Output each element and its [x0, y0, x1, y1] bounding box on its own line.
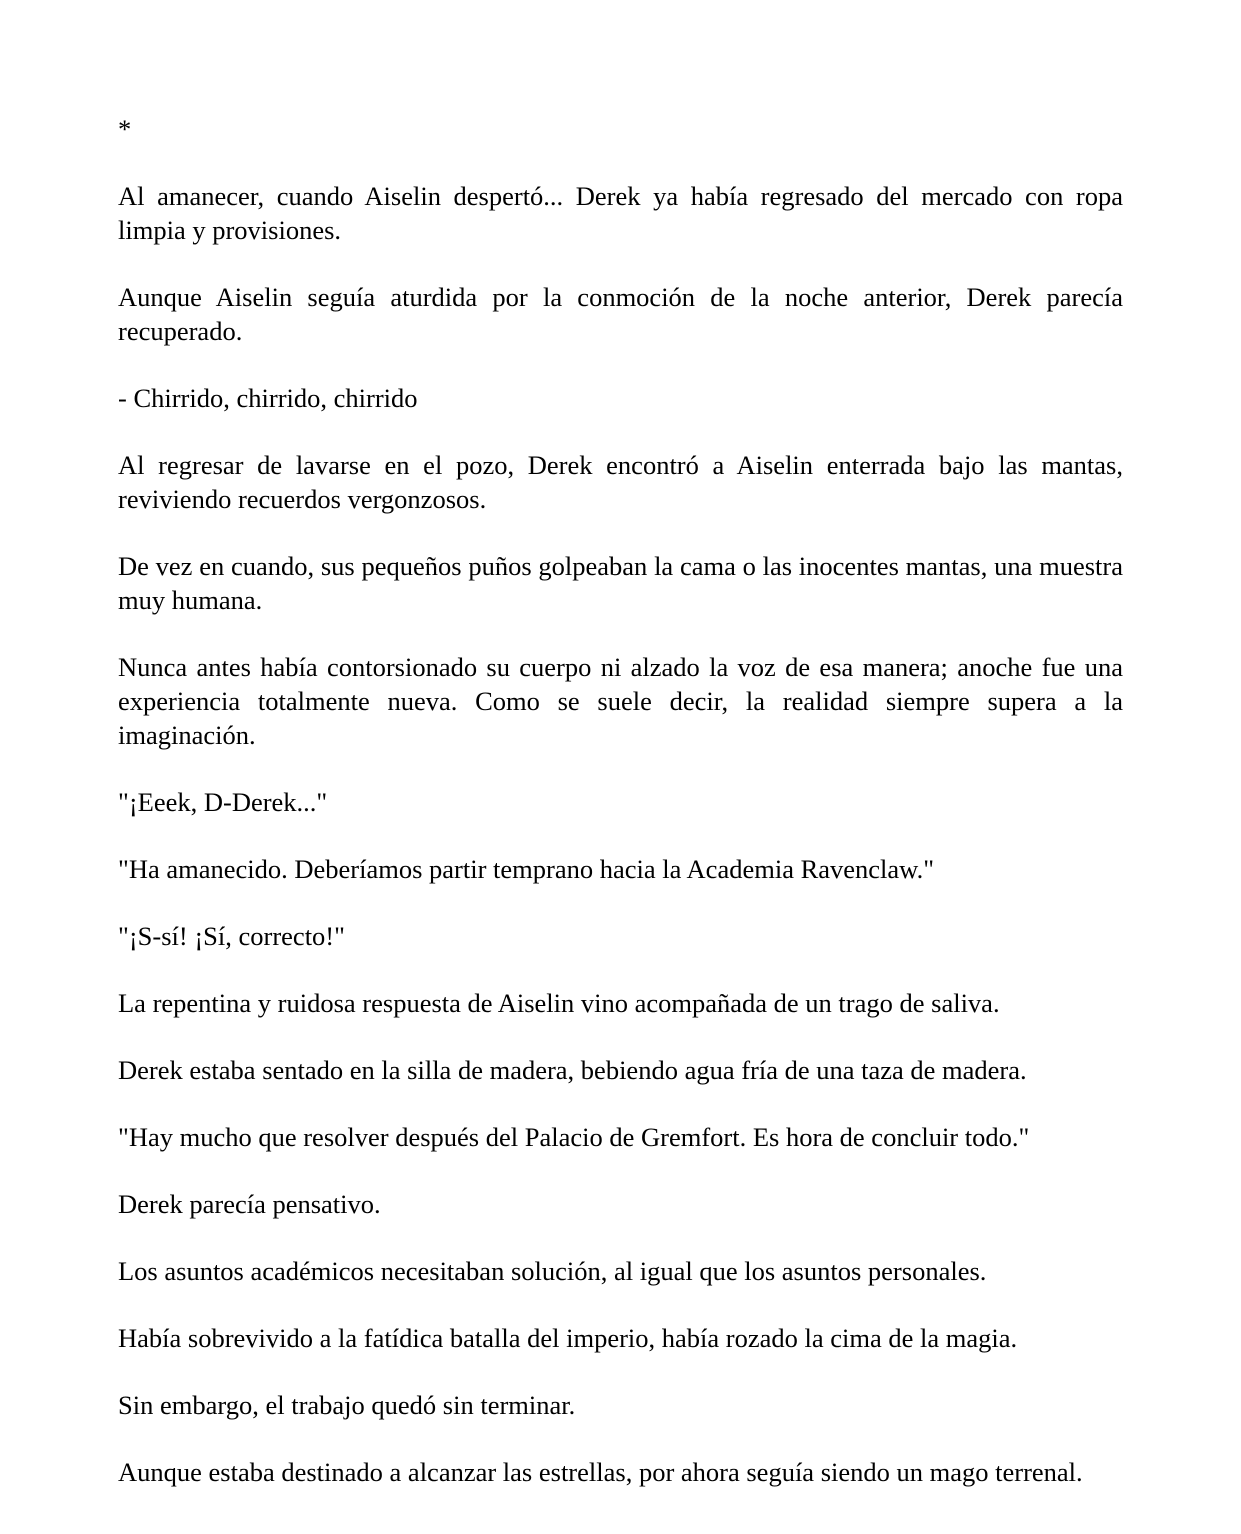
paragraph: "Ha amanecido. Deberíamos partir temprano hacia la Academia Ravenclaw.": [118, 854, 935, 884]
paragraph: "Hay mucho que resolver después del Palacio de Gremfort. Es hora de concluir todo.": [118, 1122, 1030, 1152]
paragraph: "¡S-sí! ¡Sí, correcto!": [118, 921, 345, 951]
paragraph: Derek estaba sentado en la silla de madera, bebiendo agua fría de una taza de madera.: [118, 1055, 1027, 1085]
document-page: [118, 112, 1123, 1522]
paragraph: "¡Eeek, D-Derek...": [118, 787, 328, 817]
paragraph: Nunca antes había contorsionado su cuerpo ni alzado la voz de esa manera; anoche fue una experiencia totalmente nueva. Como se suele decir, la realidad siempre supera a la imaginación.: [118, 652, 1123, 750]
paragraph: Los asuntos académicos necesitaban solución, al igual que los asuntos personales.: [118, 1256, 987, 1286]
paragraph: Al amanecer, cuando Aiselin despertó... Derek ya había regresado del mercado con ropa limpia y provisiones.: [118, 181, 1123, 245]
scene-separator: *: [118, 114, 132, 144]
paragraph: De vez en cuando, sus pequeños puños golpeaban la cama o las inocentes mantas, una muestra muy humana.: [118, 551, 1123, 615]
paragraph: Aunque estaba destinado a alcanzar las estrellas, por ahora seguía siendo un mago terrenal.: [118, 1457, 1083, 1487]
paragraph: - Chirrido, chirrido, chirrido: [118, 383, 418, 413]
paragraph: Sin embargo, el trabajo quedó sin terminar.: [118, 1390, 576, 1420]
paragraph: La repentina y ruidosa respuesta de Aiselin vino acompañada de un trago de saliva.: [118, 988, 1000, 1018]
paragraph: Había sobrevivido a la fatídica batalla del imperio, había rozado la cima de la magia.: [118, 1323, 1018, 1353]
paragraph: Al regresar de lavarse en el pozo, Derek encontró a Aiselin enterrada bajo las mantas, reviviendo recuerdos vergonzosos.: [118, 450, 1123, 514]
paragraph: Aunque Aiselin seguía aturdida por la conmoción de la noche anterior, Derek parecía recuperado.: [118, 282, 1123, 346]
paragraph: Derek parecía pensativo.: [118, 1189, 381, 1219]
